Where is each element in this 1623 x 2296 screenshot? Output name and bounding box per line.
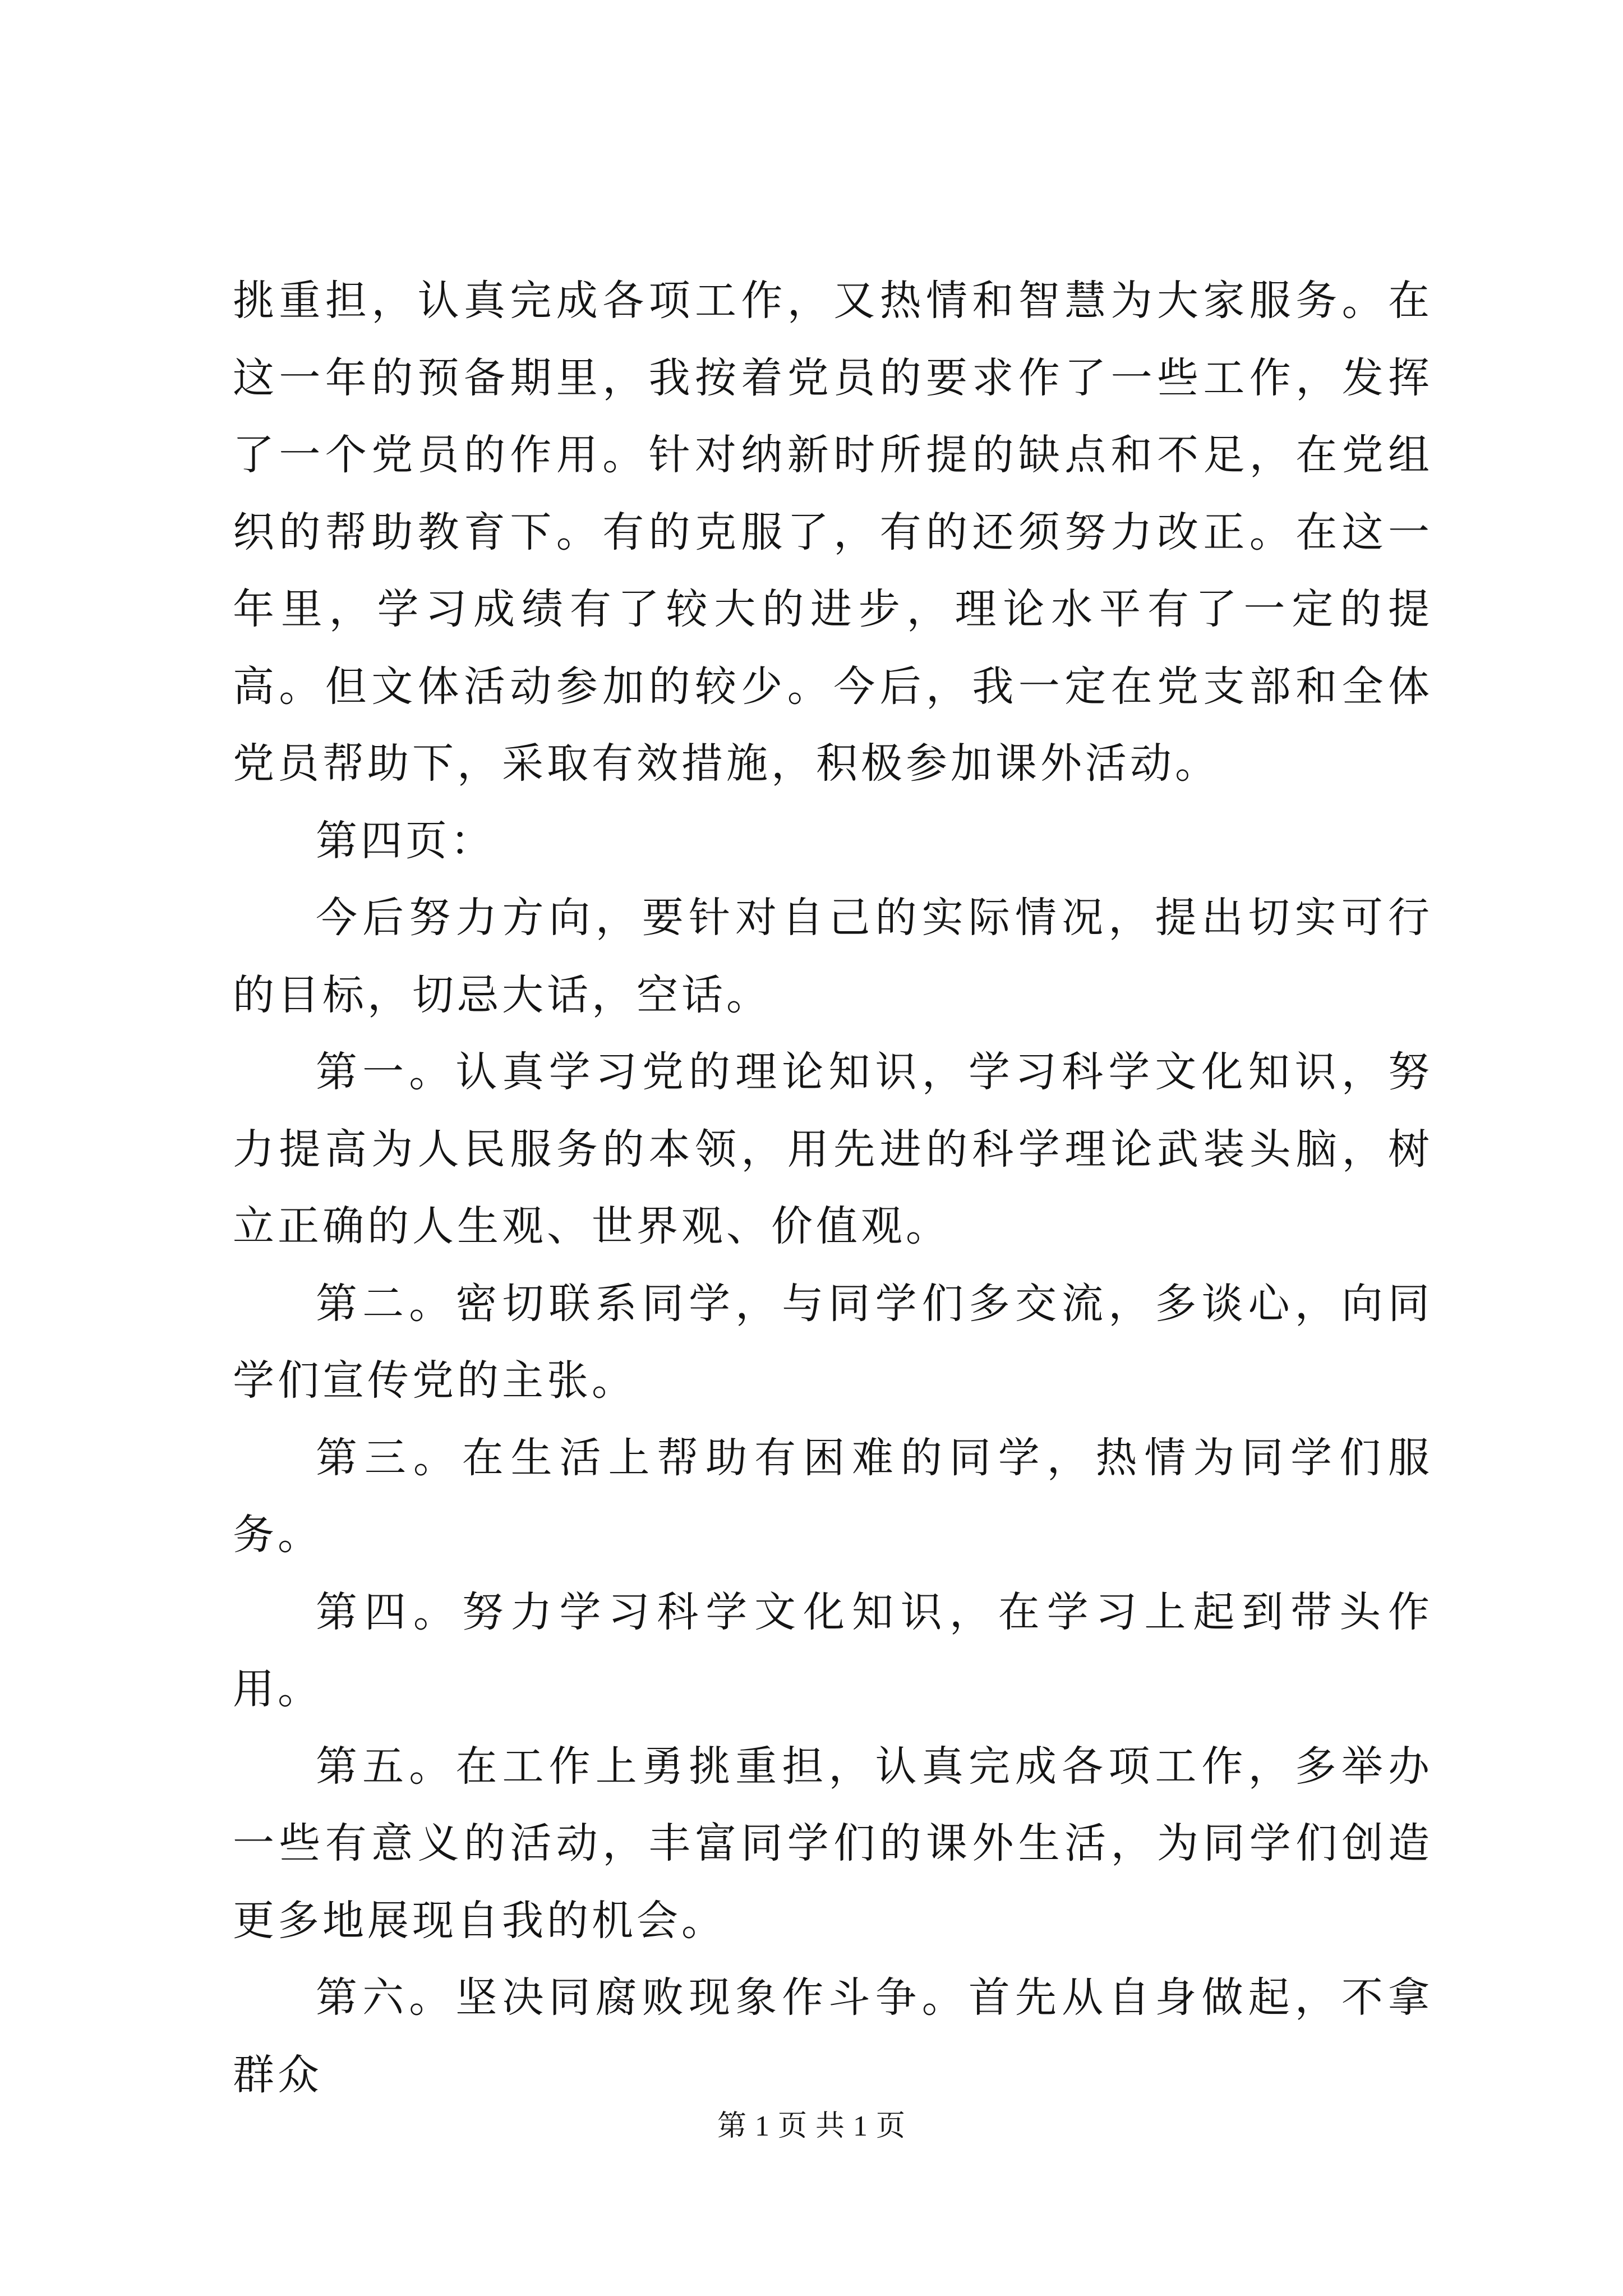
page-footer bbox=[0, 2107, 1623, 2146]
document-body bbox=[233, 263, 1433, 2114]
paragraph-continuation: 挑重担，认真完成各项工作，又热情和智慧为大家服务。在这一年的预备期里，我按着党员的要求作了一些工作，发挥了一个党员的作用。针对纳新时所提的缺点和不足，在党组织的帮助教育下。有的克服了，有的还须努力改正。在这一年里，学习成绩有了较大的进步，理论水平有了一定的提高。但文体活动参加的较少。今后，我一定在党支部和全体党员帮助下，采取有效措施，积极参加课外活动。 bbox=[233, 277, 1433, 788]
paragraph-direction-intro: 今后努力方向，要针对自己的实际情况，提出切实可行的目标，切忌大话，空话。 bbox=[233, 894, 1433, 1019]
paragraph-item-one: 第一。认真学习党的理论知识，学习科学文化知识，努力提高为人民服务的本领，用先进的科学理论武装头脑，树立正确的人生观、世界观、价值观。 bbox=[233, 1048, 1433, 1250]
paragraph-item-four: 第四。努力学习科学文化知识，在学习上起到带头作用。 bbox=[233, 1588, 1433, 1713]
paragraph-item-six: 第六。坚决同腐败现象作斗争。首先从自身做起，不拿群众 bbox=[233, 1973, 1433, 2099]
paragraph-item-two: 第二。密切联系同学，与同学们多交流，多谈心，向同学们宣传党的主张。 bbox=[233, 1279, 1433, 1405]
paragraph-item-five: 第五。在工作上勇挑重担，认真完成各项工作，多举办一些有意义的活动，丰富同学们的课外生活，为同学们创造更多地展现自我的机会。 bbox=[233, 1742, 1433, 1945]
paragraph-item-three: 第三。在生活上帮助有困难的同学，热情为同学们服务。 bbox=[233, 1433, 1433, 1559]
page-number-label: 第 1 页 共 1 页 bbox=[717, 2110, 906, 2142]
paragraph-page-four-heading: 第四页： bbox=[316, 816, 495, 865]
